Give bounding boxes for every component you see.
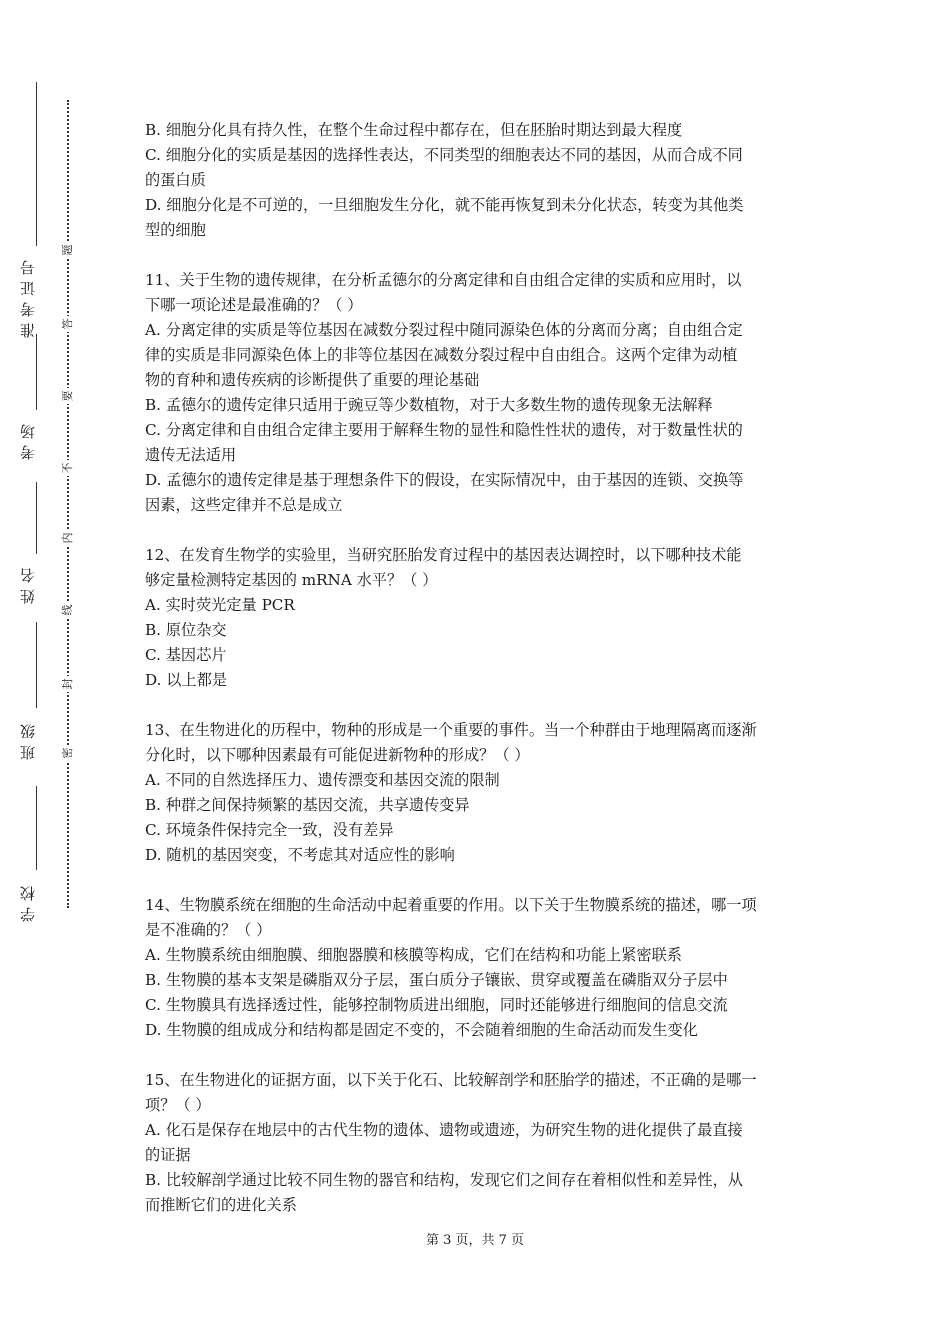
option-line: A. 化石是保存在地层中的古代生物的遗体、遗物或遗迹，为研究生物的进化提供了最直接 xyxy=(145,1121,743,1139)
option-line: 型的细胞 xyxy=(145,221,206,239)
seal-char: 答 xyxy=(60,316,76,332)
option-line: C. 分离定律和自由组合定律主要用于解释生物的显性和隐性性状的遗传，对于数量性状的 xyxy=(145,421,743,439)
option-line: A. 实时荧光定量 PCR xyxy=(145,596,295,614)
field-line-name xyxy=(36,482,37,554)
binding-margin xyxy=(0,0,110,1344)
option-line: D. 以上都是 xyxy=(145,671,228,689)
page-number: 第 3 页，共 7 页 xyxy=(425,1233,525,1248)
seal-dotted-line xyxy=(67,100,69,908)
question-text: 分化时，以下哪种因素最有可能促进新物种的形成？（ ） xyxy=(145,746,530,764)
option-line: D. 随机的基因突变，不考虑其对适应性的影响 xyxy=(145,846,455,864)
question-content xyxy=(145,118,810,1218)
field-line-class xyxy=(36,622,37,708)
question-text: 项？（ ） xyxy=(145,1096,211,1114)
option-line: 因素，这些定律并不总是成立 xyxy=(145,496,343,514)
seal-char: 不 xyxy=(60,460,76,476)
option-line: B. 孟德尔的遗传定律只适用于豌豆等少数植物，对于大多数生物的遗传现象无法解释 xyxy=(145,396,713,414)
field-label-ticket-number: 准考证号 xyxy=(19,254,37,338)
question-12 xyxy=(145,543,810,693)
option-line: B. 比较解剖学通过比较不同生物的器官和结构，发现它们之间存在着相似性和差异性，从 xyxy=(145,1171,743,1189)
question-text: 下哪一项论述是最准确的？（ ） xyxy=(145,296,363,314)
question-text: 是不准确的？（ ） xyxy=(145,921,272,939)
option-line: B. 种群之间保持频繁的基因交流，共享遗传变异 xyxy=(145,796,470,814)
option-line: B. 原位杂交 xyxy=(145,621,227,639)
field-line-exam-room xyxy=(36,334,37,410)
seal-char: 密 xyxy=(60,745,76,761)
question-11 xyxy=(145,268,810,518)
field-label-class: 班级 xyxy=(19,718,37,760)
options-continued xyxy=(145,118,810,243)
field-line-school xyxy=(36,786,37,870)
seal-char: 封 xyxy=(60,676,76,692)
option-line: A. 不同的自然选择压力、遗传漂变和基因交流的限制 xyxy=(145,771,500,789)
option-line: C. 生物膜具有选择透过性，能够控制物质进出细胞，同时还能够进行细胞间的信息交流 xyxy=(145,996,728,1014)
question-15 xyxy=(145,1068,810,1218)
question-text: 14、生物膜系统在细胞的生命活动中起着重要的作用。以下关于生物膜系统的描述，哪一项 xyxy=(145,896,757,914)
seal-char: 要 xyxy=(60,388,76,404)
field-line-ticket-number xyxy=(36,82,37,246)
option-line: 的蛋白质 xyxy=(145,171,206,189)
option-line: A. 分离定律的实质是等位基因在减数分裂过程中随同源染色体的分离而分离；自由组合定 xyxy=(145,321,743,339)
question-13 xyxy=(145,718,810,868)
option-line: 物的育种和遗传疾病的诊断提供了重要的理论基础 xyxy=(145,371,480,389)
option-line: D. 孟德尔的遗传定律是基于理想条件下的假设，在实际情况中，由于基因的连锁、交换等 xyxy=(145,471,744,489)
question-text: 11、关于生物的遗传规律，在分析孟德尔的分离定律和自由组合定律的实质和应用时，以 xyxy=(145,271,742,289)
question-14 xyxy=(145,893,810,1043)
option-line: C. 基因芯片 xyxy=(145,646,227,664)
option-line: B. 生物膜的基本支架是磷脂双分子层，蛋白质分子镶嵌、贯穿或覆盖在磷脂双分子层中 xyxy=(145,971,728,989)
option-line: 而推断它们的进化关系 xyxy=(145,1196,297,1214)
option-line: D. 细胞分化是不可逆的，一旦细胞发生分化，就不能再恢复到未分化状态，转变为其他类 xyxy=(145,196,744,214)
option-line: C. 环境条件保持完全一致，没有差异 xyxy=(145,821,394,839)
question-text: 够定量检测特定基因的 mRNA 水平？（ ） xyxy=(145,571,438,589)
field-label-exam-room: 考场 xyxy=(19,418,37,460)
option-line: B. 细胞分化具有持久性，在整个生命过程中都存在，但在胚胎时期达到最大程度 xyxy=(145,121,683,139)
seal-char: 内 xyxy=(60,530,76,546)
option-line: 的证据 xyxy=(145,1146,191,1164)
seal-char: 题 xyxy=(60,242,76,258)
question-text: 13、在生物进化的历程中，物种的形成是一个重要的事件。当一个种群由于地理隔离而逐渐 xyxy=(145,721,757,739)
option-line: D. 生物膜的组成成分和结构都是固定不变的，不会随着细胞的生命活动而发生变化 xyxy=(145,1021,698,1039)
seal-char: 线 xyxy=(60,602,76,618)
option-line: 遗传无法适用 xyxy=(145,446,237,464)
option-line: 律的实质是非同源染色体上的非等位基因在减数分裂过程中自由组合。这两个定律为动植 xyxy=(145,346,738,364)
field-label-school: 学校 xyxy=(19,880,37,922)
question-text: 15、在生物进化的证据方面，以下关于化石、比较解剖学和胚胎学的描述，不正确的是哪一 xyxy=(145,1071,757,1089)
field-label-name: 姓名 xyxy=(19,562,37,604)
question-text: 12、在发育生物学的实验里，当研究胚胎发育过程中的基因表达调控时，以下哪种技术能 xyxy=(145,546,742,564)
option-line: C. 细胞分化的实质是基因的选择性表达，不同类型的细胞表达不同的基因，从而合成不同 xyxy=(145,146,743,164)
option-line: A. 生物膜系统由细胞膜、细胞器膜和核膜等构成，它们在结构和功能上紧密联系 xyxy=(145,946,682,964)
